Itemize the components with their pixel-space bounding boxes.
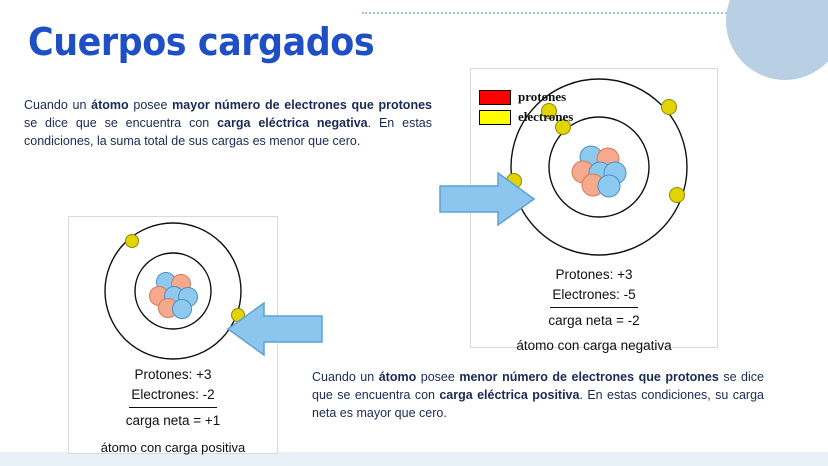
text-bold-carga-positiva: carga eléctrica positiva — [439, 388, 580, 403]
legend-row-protones — [479, 89, 573, 105]
protones-value-negative: Protones: +3 — [555, 267, 633, 282]
text-fragment: . En estas condiciones, la suma total de sus cargas es menor que cero. — [24, 116, 433, 149]
page-title: Cuerpos cargados — [28, 20, 375, 64]
electrones-value-negative: Electrones: -5 — [550, 285, 637, 307]
text-fragment: Cuando un — [312, 370, 379, 384]
paragraph-positive-charge — [312, 368, 764, 422]
protones-value-positive: Protones: +3 — [134, 367, 212, 382]
legend-row-electrones — [479, 109, 573, 125]
text-bold-carga-negativa: carga eléctrica negativa — [217, 116, 368, 131]
text-fragment: . En estas condiciones, su carga neta es mayor que cero. — [312, 388, 764, 421]
caption-negative-atom: átomo con carga negativa — [516, 338, 672, 353]
text-fragment: posee — [416, 370, 460, 384]
carga-neta-positive: carga neta = +1 — [125, 412, 221, 428]
text-fragment: posee — [128, 98, 173, 112]
legend — [479, 89, 573, 129]
calculation-positive — [69, 365, 277, 457]
text-bold-atomo: átomo — [91, 98, 129, 112]
text-fragment: Cuando un — [24, 98, 92, 112]
calculation-negative — [471, 265, 717, 331]
arrow-left-icon — [224, 300, 324, 358]
legend-label-protones: protones — [518, 89, 567, 104]
text-fragment: se dice que se encuentra con — [312, 370, 764, 403]
arrow-right-icon — [438, 170, 538, 228]
carga-neta-negative: carga neta = -2 — [548, 312, 640, 328]
protones-color-swatch — [479, 90, 511, 105]
electrones-value-positive: Electrones: -2 — [129, 385, 216, 407]
paragraph-negative-charge — [24, 96, 432, 150]
text-fragment: se dice que se encuentra con — [24, 116, 218, 131]
dotted-divider — [362, 12, 782, 16]
corner-circle-decoration — [726, 0, 828, 80]
atom-diagram-negative — [471, 69, 717, 265]
text-bold-atomo: átomo — [378, 370, 417, 384]
legend-label-electrones: electrones — [518, 109, 574, 124]
text-bold-menor-numero: menor número de electrones que protones — [459, 370, 719, 384]
text-bold-mayor-numero: mayor número de electrones que protones — [172, 98, 432, 112]
caption-positive-atom: átomo con carga positiva — [100, 439, 246, 455]
electrones-color-swatch — [479, 110, 511, 125]
